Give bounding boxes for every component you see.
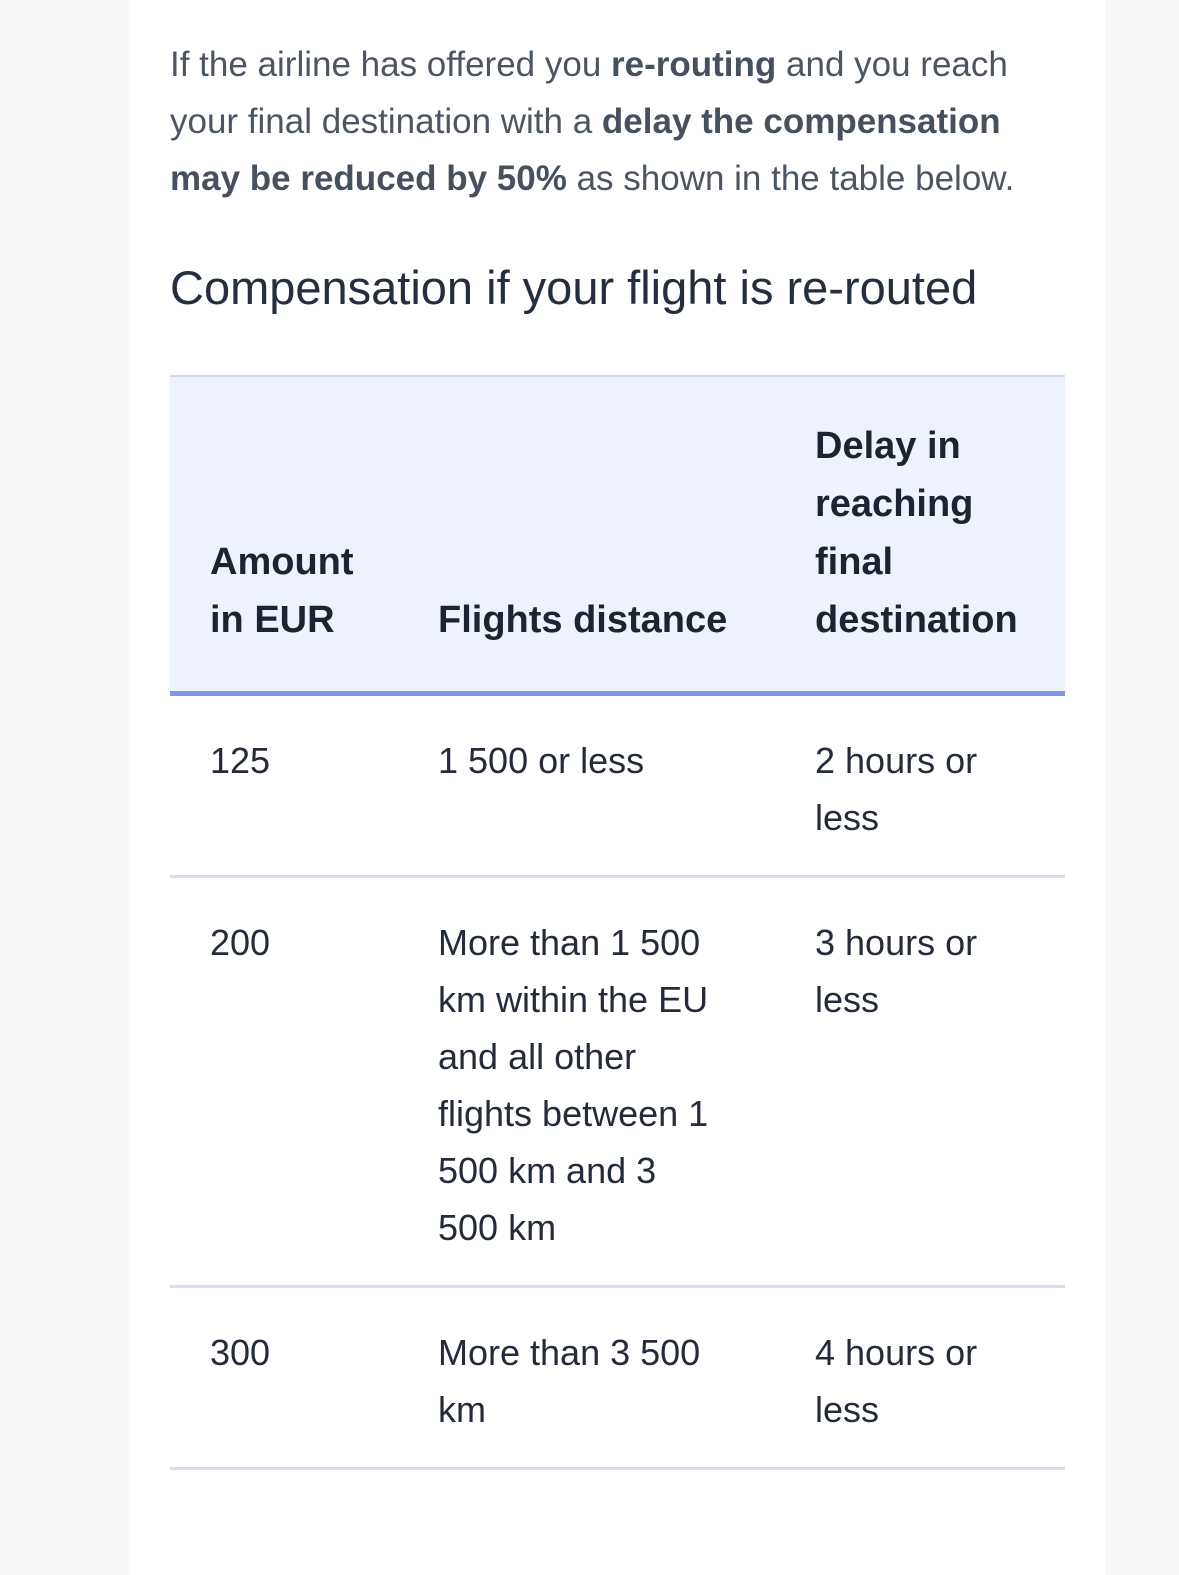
table-row xyxy=(170,694,1065,877)
table-cell: 125 xyxy=(170,694,398,877)
intro-text: If the airline has offered you xyxy=(170,45,612,84)
column-header-2: Delay in reaching final destination xyxy=(775,376,1065,694)
column-header-0: Amount in EUR xyxy=(170,376,398,694)
table-row xyxy=(170,1287,1065,1469)
intro-bold-text: delay the compensation may be reduced by 50% xyxy=(170,102,1001,198)
table-cell: 1 500 or less xyxy=(398,694,775,877)
intro-text: and you reach your final destination with a xyxy=(170,45,1008,141)
column-header-1: Flights distance xyxy=(398,376,775,694)
table-cell: 200 xyxy=(170,877,398,1287)
table-cell: 3 hours or less xyxy=(775,877,1065,1287)
table-header-row xyxy=(170,376,1065,694)
section-heading: Compensation if your flight is re-routed xyxy=(170,261,978,314)
table-row xyxy=(170,877,1065,1287)
compensation-table xyxy=(170,375,1065,1470)
table-cell: More than 3 500 km xyxy=(398,1287,775,1469)
table-cell: More than 1 500 km within the EU and all other flights between 1 500 km and 3 500 km xyxy=(398,877,775,1287)
article xyxy=(130,0,1105,1575)
intro-text: as shown in the table below. xyxy=(566,159,1015,198)
table-cell: 2 hours or less xyxy=(775,694,1065,877)
intro-bold-text: re-routing xyxy=(611,45,777,84)
table-cell: 4 hours or less xyxy=(775,1287,1065,1469)
intro-paragraph xyxy=(170,36,1028,207)
table-cell: 300 xyxy=(170,1287,398,1469)
